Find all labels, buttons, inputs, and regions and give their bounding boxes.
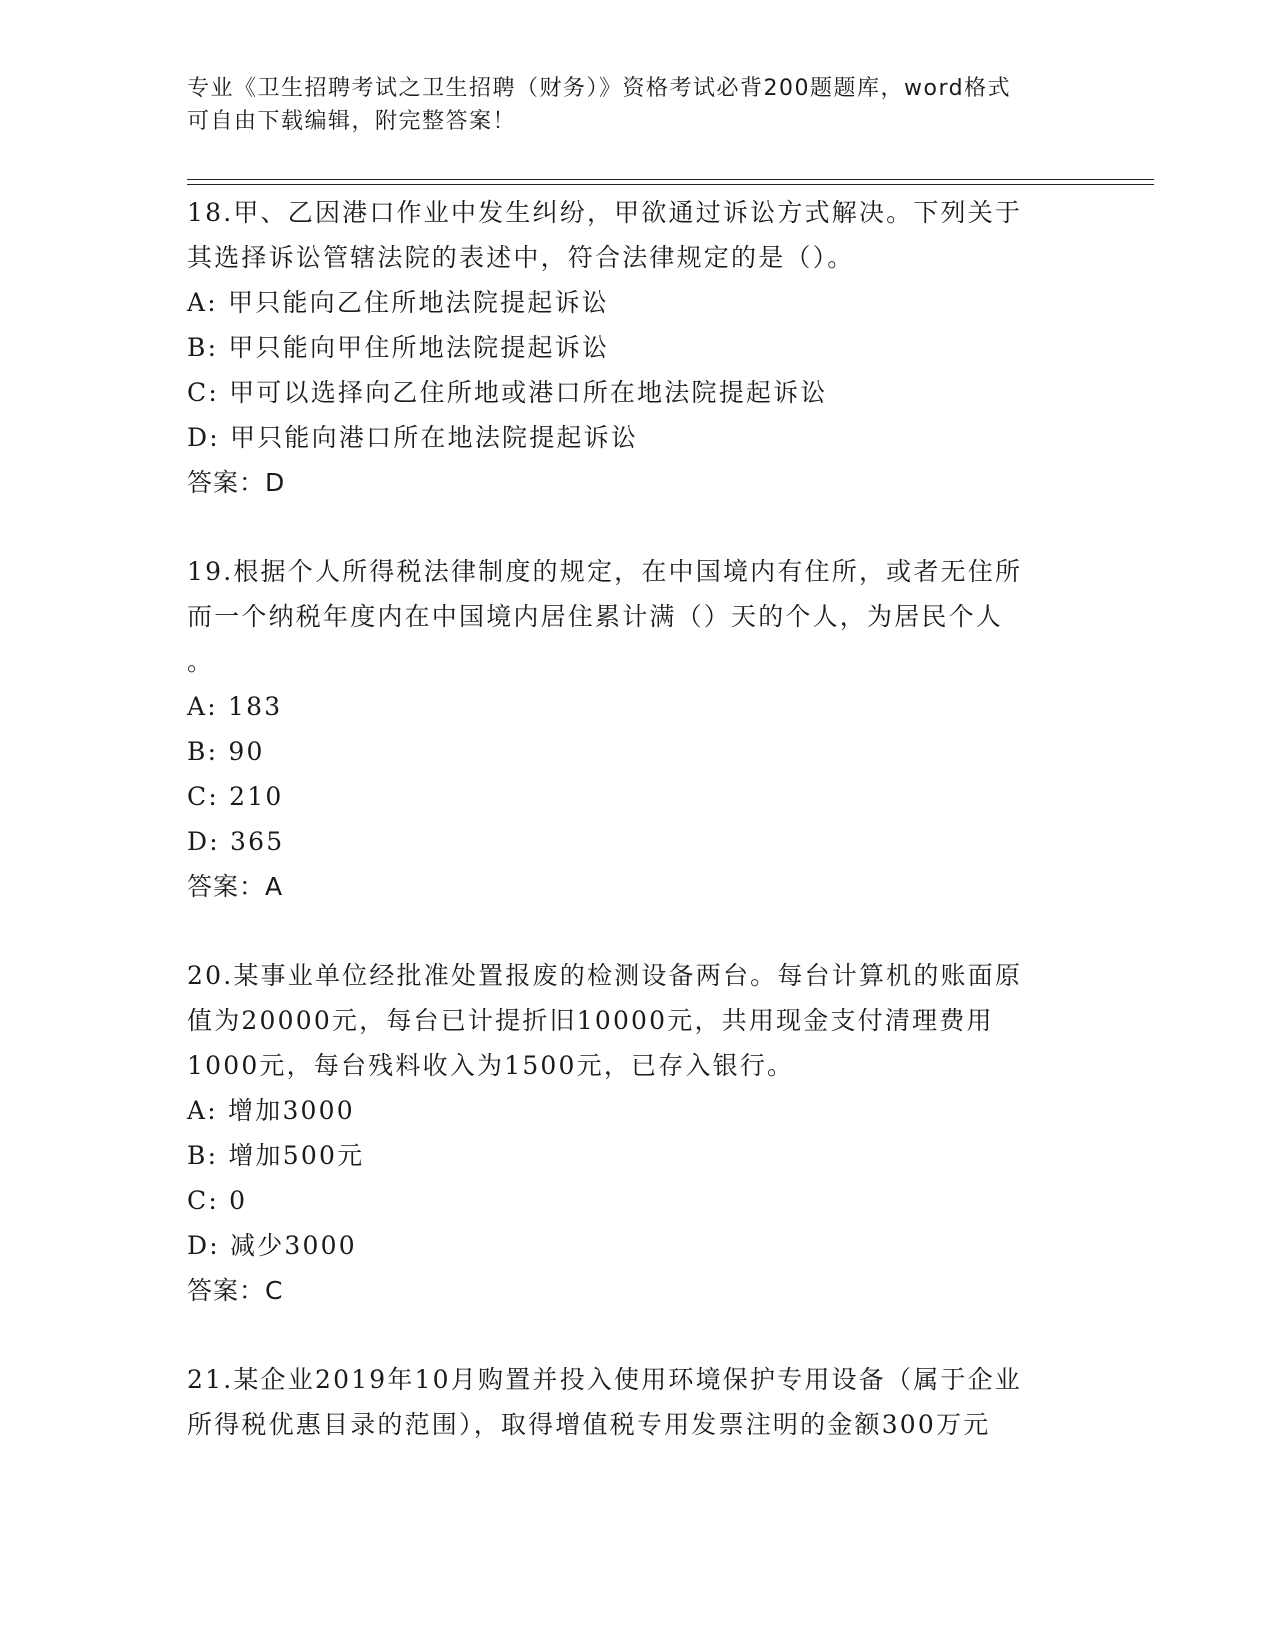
answer-label: 答案：D	[187, 468, 286, 497]
question-stem-line: 20.某事业单位经批准处置报废的检测设备两台。每台计算机的账面原	[187, 961, 1023, 990]
option-c	[187, 370, 1067, 415]
question-stem-line: 。	[187, 647, 215, 676]
option-key: B:	[187, 1141, 219, 1170]
option-b	[187, 729, 1067, 774]
option-key: C:	[187, 378, 219, 407]
question-18	[187, 190, 1067, 505]
option-d	[187, 819, 1067, 864]
option-text: 甲只能向乙住所地法院提起诉讼	[228, 288, 609, 317]
question-21	[187, 1357, 1067, 1447]
question-stem-line: 值为20000元，每台已计提折旧10000元，共用现金支付清理费用	[187, 1006, 994, 1035]
option-a	[187, 1088, 1067, 1133]
option-key: D:	[187, 1231, 220, 1260]
question-list	[187, 190, 1067, 1447]
option-key: C:	[187, 1186, 219, 1215]
option-text: 甲只能向港口所在地法院提起诉讼	[230, 423, 639, 452]
option-text: 365	[230, 827, 285, 856]
header-divider	[187, 179, 1154, 185]
answer-label: 答案：C	[187, 1276, 284, 1305]
question-stem-line: 其选择诉讼管辖法院的表述中，符合法律规定的是（）。	[187, 243, 855, 272]
option-d	[187, 1223, 1067, 1268]
question-20	[187, 953, 1067, 1313]
option-text: 减少3000	[230, 1231, 357, 1260]
option-key: A:	[187, 288, 218, 317]
option-d	[187, 415, 1067, 460]
option-text: 增加3000	[228, 1096, 355, 1125]
option-text: 210	[229, 782, 284, 811]
option-text: 0	[229, 1186, 248, 1215]
spacer	[187, 505, 1067, 549]
option-a	[187, 280, 1067, 325]
question-19	[187, 549, 1067, 909]
option-key: C:	[187, 782, 219, 811]
header-line-1: 专业《卫生招聘考试之卫生招聘（财务）》资格考试必背200题题库，word格式	[187, 76, 1012, 101]
option-text: 183	[228, 692, 283, 721]
question-stem-line: 19.根据个人所得税法律制度的规定，在中国境内有住所，或者无住所	[187, 557, 1023, 586]
option-key: A:	[187, 692, 218, 721]
document-header	[187, 72, 1067, 138]
option-b	[187, 325, 1067, 370]
question-stem-line: 21.某企业2019年10月购置并投入使用环境保护专用设备（属于企业	[187, 1365, 1022, 1394]
option-c	[187, 774, 1067, 819]
question-stem-line: 1000元，每台残料收入为1500元，已存入银行。	[187, 1051, 795, 1080]
question-stem-line: 18.甲、乙因港口作业中发生纠纷，甲欲通过诉讼方式解决。下列关于	[187, 198, 1023, 227]
option-text: 90	[228, 737, 265, 766]
question-stem-line: 所得税优惠目录的范围），取得增值税专用发票注明的金额300万元	[187, 1410, 991, 1439]
header-line-2: 可自由下载编辑，附完整答案！	[187, 109, 517, 134]
question-stem-line: 而一个纳税年度内在中国境内居住累计满（）天的个人，为居民个人	[187, 602, 1004, 631]
option-key: B:	[187, 333, 219, 362]
option-text: 增加500元	[228, 1141, 365, 1170]
option-a	[187, 684, 1067, 729]
spacer	[187, 1313, 1067, 1357]
option-key: A:	[187, 1096, 218, 1125]
option-c	[187, 1178, 1067, 1223]
option-key: B:	[187, 737, 219, 766]
option-key: D:	[187, 827, 220, 856]
option-b	[187, 1133, 1067, 1178]
option-text: 甲只能向甲住所地法院提起诉讼	[228, 333, 610, 362]
spacer	[187, 909, 1067, 953]
answer-label: 答案：A	[187, 872, 284, 901]
option-key: D:	[187, 423, 220, 452]
option-text: 甲可以选择向乙住所地或港口所在地法院提起诉讼	[229, 378, 828, 407]
